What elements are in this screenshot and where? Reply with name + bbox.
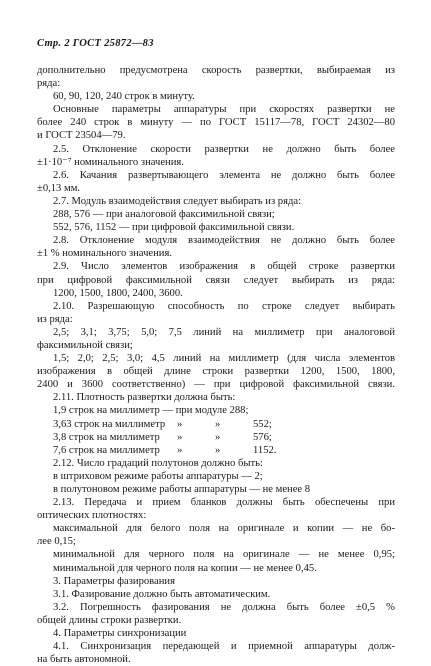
- text-line: ±1 % номинального значения.: [37, 248, 172, 260]
- text-line: 4.1. Синхронизация передающей и приемной аппаратуры долж-: [53, 641, 395, 653]
- text-line: 2.8. Отклонение модуля взаимодействия не должно быть более: [53, 235, 395, 247]
- text-line: 2.6. Качания развертывающего элемента не должно быть более: [53, 169, 395, 181]
- density-cell: 3,8 строк на миллиметр: [53, 431, 160, 443]
- text-line: на быть автономной.: [37, 654, 131, 666]
- page-header: Стр. 2 ГОСТ 25872—83: [37, 38, 154, 49]
- density-cell: »: [177, 418, 183, 430]
- text-line: 3.1. Фазирование должно быть автоматическим.: [53, 588, 271, 600]
- text-line: 2.13. Передача и прием бланков должны быть обеспечены при: [53, 497, 395, 509]
- text-line: факсимильной связи;: [37, 339, 133, 351]
- density-row: [37, 431, 395, 444]
- text-line: 3. Параметры фазирования: [53, 575, 175, 587]
- density-cell: [248, 404, 286, 417]
- density-row: [37, 404, 395, 417]
- density-cell: 552;: [253, 418, 272, 430]
- text-line: ряда:: [37, 78, 61, 90]
- document-body: [37, 64, 395, 666]
- text-line: 1,5; 2,0; 2,5; 3,0; 4,5 линий на миллиметр (для числа элементов: [53, 353, 395, 365]
- text-line: 1200, 1500, 1800, 2400, 3600.: [53, 287, 183, 299]
- density-cell: »: [215, 418, 221, 430]
- text-line: минимальной для черного поля на копии — не менее 0,45.: [53, 562, 317, 574]
- text-line: 2.10. Разрешающую способность по строке следует выбирать: [53, 300, 395, 312]
- text-line: 2.11. Плотность развертки должна быть:: [53, 392, 236, 404]
- text-line: изображения в общей длине строки развертки 1200, 1500, 1800,: [37, 366, 395, 378]
- text-line: 288, 576 — при аналоговой факсимильной связи;: [53, 209, 275, 221]
- density-cell: 1152.: [253, 444, 277, 456]
- text-line: 552, 576, 1152 — при цифровой факсимильной связи.: [53, 222, 295, 234]
- text-line: 2.7. Модуль взаимодействия следует выбирать из ряда:: [53, 195, 302, 207]
- density-cell: 7,6 строк на миллиметр: [53, 444, 160, 456]
- text-line: 3.2. Погрешность фазирования не должна быть более ±0,5 %: [53, 601, 395, 613]
- density-cell: [286, 404, 324, 417]
- text-line: при цифровой факсимильной связи следует выбирать из ряда:: [37, 274, 395, 286]
- density-row: [37, 418, 395, 431]
- text-line: оптических плотностях:: [37, 510, 147, 522]
- density-cell: »: [177, 444, 183, 456]
- text-line: дополнительно предусмотрена скорость развертки, выбираемая из: [37, 65, 395, 76]
- text-line: лее 0,15;: [37, 536, 76, 548]
- text-line: 2.9. Число элементов изображения в общей строке развертки: [53, 261, 395, 273]
- density-cell: 576;: [253, 431, 272, 443]
- text-line: Основные параметры аппаратуры при скоростях развертки не: [53, 104, 395, 116]
- text-line: более 240 строк в минуту — по ГОСТ 15117—78, ГОСТ 24302—80: [37, 117, 395, 129]
- text-line: общей длины строки развертки.: [37, 614, 182, 626]
- text-line: 2.5. Отклонение скорости развертки не должно быть более: [53, 143, 395, 155]
- text-line: в полутоновом режиме работы аппаратуры — не менее 8: [53, 484, 311, 495]
- text-line: максимальной для белого поля на оригинале и копии — не бо-: [53, 523, 395, 535]
- density-cell: 3,63 строк на миллиметр: [53, 418, 166, 430]
- density-cell: 1,9 строк на миллиметр — при модуле 288;: [53, 405, 249, 417]
- text-line: 60, 90, 120, 240 строк в минуту.: [53, 91, 195, 103]
- text-line: в штриховом режиме работы аппаратуры — 2;: [53, 470, 263, 482]
- text-line: и ГОСТ 23504—79.: [37, 130, 126, 142]
- density-cell: »: [215, 431, 221, 443]
- text-line: 2,5; 3,1; 3,75; 5,0; 7,5 линий на миллиметр при аналоговой: [53, 326, 395, 338]
- text-line: ±0,13 мм.: [37, 182, 81, 194]
- text-line: минимальной для черного поля на оригинале — не менее 0,95;: [53, 549, 395, 561]
- density-cell: »: [177, 431, 183, 443]
- density-cell: »: [215, 444, 221, 456]
- text-line: ±1·10⁻⁷ номинального значения.: [37, 156, 184, 168]
- text-line: 2400 и 3600 соответственно) — при цифровой факсимильной связи.: [37, 379, 395, 391]
- text-line: из ряда:: [37, 313, 73, 325]
- text-line: 4. Параметры синхронизации: [53, 628, 187, 640]
- text-line: 2.12. Число градаций полутонов должно быть:: [53, 457, 263, 469]
- density-row: [37, 444, 395, 457]
